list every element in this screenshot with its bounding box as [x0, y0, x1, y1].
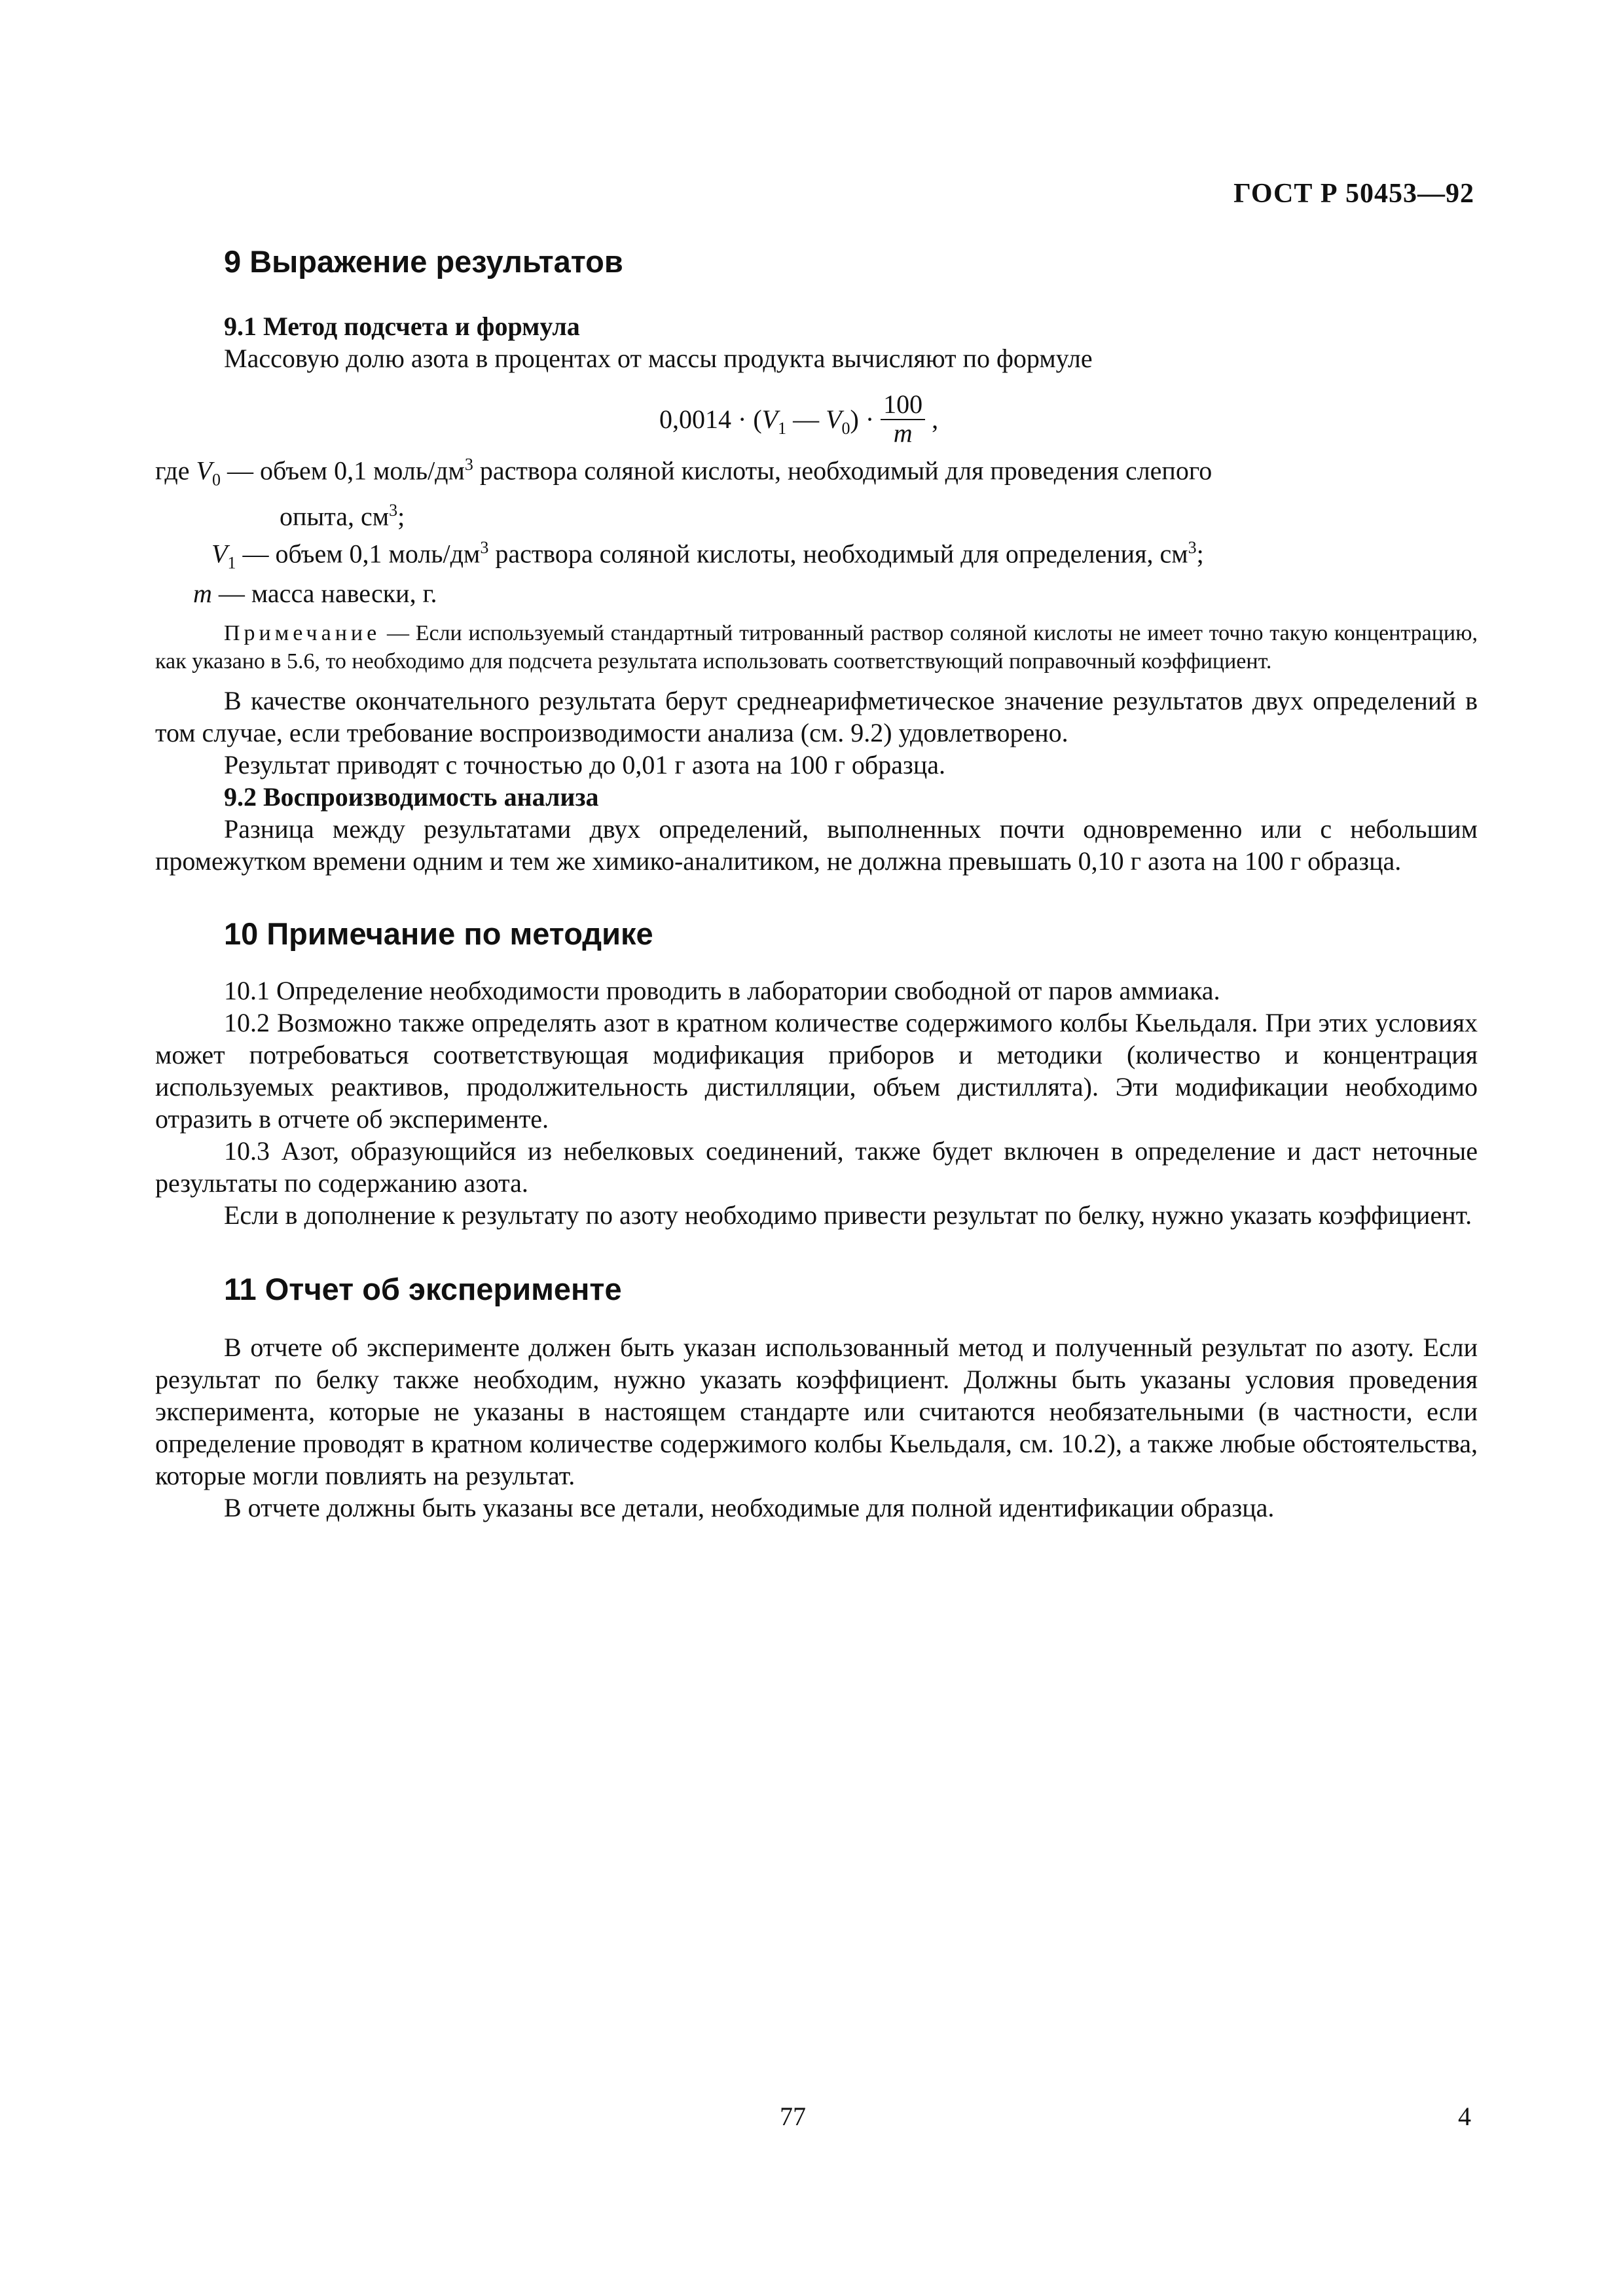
note-block: [155, 619, 1478, 675]
formula-v1: V: [761, 404, 778, 435]
definition-v0-cont-end: ;: [397, 501, 405, 531]
definition-v1-sub: 1: [227, 552, 236, 572]
definition-v0: [155, 449, 1478, 495]
definition-v0-symbol: V: [196, 456, 212, 486]
section-9-title: 9 Выражение результатов: [224, 244, 623, 279]
page-content: [155, 245, 1478, 1524]
definition-v0-text-b: раствора соляной кислоты, необходимый для проведения слепого: [473, 456, 1213, 486]
formula-close: ) ·: [850, 404, 881, 435]
definition-v0-text-a: — объем 0,1 моль/дм: [220, 456, 465, 486]
formula-v0: V: [826, 404, 842, 435]
definition-v0-continued: [155, 495, 1478, 531]
page-number: 77: [780, 2102, 806, 2131]
formula-intro: Массовую долю азота в процентах от массы продукта вычисляют по формуле: [224, 344, 1093, 373]
nitrogen-formula: [155, 374, 1478, 446]
definition-v1-sup2: 3: [1188, 537, 1197, 557]
definition-v1-symbol: V: [211, 538, 228, 568]
definition-m-symbol: m: [193, 578, 212, 608]
sheet-number: 4: [1458, 2102, 1471, 2131]
reproducibility-paragraph: Разница между результатами двух определений, выполненных почти одновременно или с небольшим промежутком времени одним и тем же химико-аналитиком, не должна превышать 0,10 г азота на 100 г образца.: [155, 814, 1478, 876]
section-11-paragraph-1: В отчете об эксперименте должен быть указан использованный метод и полученный результат по азоту. Если результат по белку также необходим, нужно указать коэффициент. Должны быть указаны условия проведения эксперимента, которые не указаны в настоящем стандарте или считаются необязательными (в частности, если определение проводят в кратном количестве содержимого колбы Кьельдаля, см. 10.2), а также любые обстоятельства, которые могли повлиять на результат.: [155, 1332, 1478, 1490]
section-10-3: 10.3 Азот, образующийся из небелковых соединений, также будет включен в определение и даст неточные результаты по содержанию азота.: [155, 1136, 1478, 1198]
definition-v1-text-b: раствора соляной кислоты, необходимый для определения, см: [488, 538, 1188, 568]
fraction-denominator: m: [893, 418, 913, 448]
section-10-protein-note: Если в дополнение к результату по азоту необходимо привести результат по белку, нужно указать коэффициент.: [224, 1200, 1472, 1230]
definition-m-text: — масса навески, г.: [211, 578, 437, 608]
definition-v1: [155, 532, 1478, 578]
definition-prefix: где: [155, 456, 196, 486]
definition-v0-sup: 3: [464, 455, 473, 474]
note-text: — Если используемый стандартный титрованный раствор соляной кислоты не имеет точно такую концентрацию, как указано в 5.6, то необходимо для подсчета результата использовать соответствующий поправочный коэффициент.: [155, 620, 1478, 673]
standard-designation: ГОСТ Р 50453—92: [1233, 179, 1474, 209]
definition-v0-sub: 0: [211, 470, 221, 490]
definition-v1-sup: 3: [480, 537, 489, 557]
definition-v1-text-a: — объем 0,1 моль/дм: [236, 538, 481, 568]
fraction-numerator: 100: [881, 390, 925, 420]
formula-coefficient: 0,0014 · (: [659, 404, 762, 435]
section-11-title: 11 Отчет об эксперименте: [224, 1271, 622, 1306]
final-result-paragraph: В качестве окончательного результата берут среднеарифметическое значение результатов двух определений в том случае, если требование воспроизводимости анализа (см. 9.2) удовлетворено.: [155, 685, 1478, 747]
definition-v0-cont-sup: 3: [389, 501, 398, 520]
formula-fraction: [881, 390, 925, 446]
accuracy-paragraph: Результат приводят с точностью до 0,01 г азота на 100 г образца.: [224, 749, 945, 780]
formula-v0-sub: 0: [841, 419, 850, 439]
section-10-1: 10.1 Определение необходимости проводить в лаборатории свободной от паров аммиака.: [224, 975, 1220, 1005]
definition-v0-cont-text: опыта, см: [280, 501, 390, 531]
formula-minus: —: [786, 404, 826, 435]
section-10-title: 10 Примечание по методике: [224, 916, 653, 951]
formula-tail: ,: [925, 404, 939, 435]
subsection-9-2-title: 9.2 Воспроизводимость анализа: [224, 781, 599, 812]
variable-definitions: [155, 449, 1478, 609]
section-11-paragraph-2: В отчете должны быть указаны все детали, необходимые для полной идентификации образца.: [224, 1492, 1275, 1522]
section-10-2: 10.2 Возможно также определять азот в кратном количестве содержимого колбы Кьельдаля. При этих условиях может потребоваться соответствующая модификация приборов и методики (количество и концентрация используемых реактивов, продолжительность дистилляции, объем дистиллята). Эти модификации необходимо отразить в отчете об эксперименте.: [155, 1007, 1478, 1134]
subsection-9-1-title: 9.1 Метод подсчета и формула: [224, 312, 580, 341]
note-label: Примечание: [224, 620, 381, 645]
formula-v1-sub: 1: [778, 419, 787, 439]
definition-v1-text-c: ;: [1196, 538, 1204, 568]
definition-m: [155, 578, 1478, 609]
